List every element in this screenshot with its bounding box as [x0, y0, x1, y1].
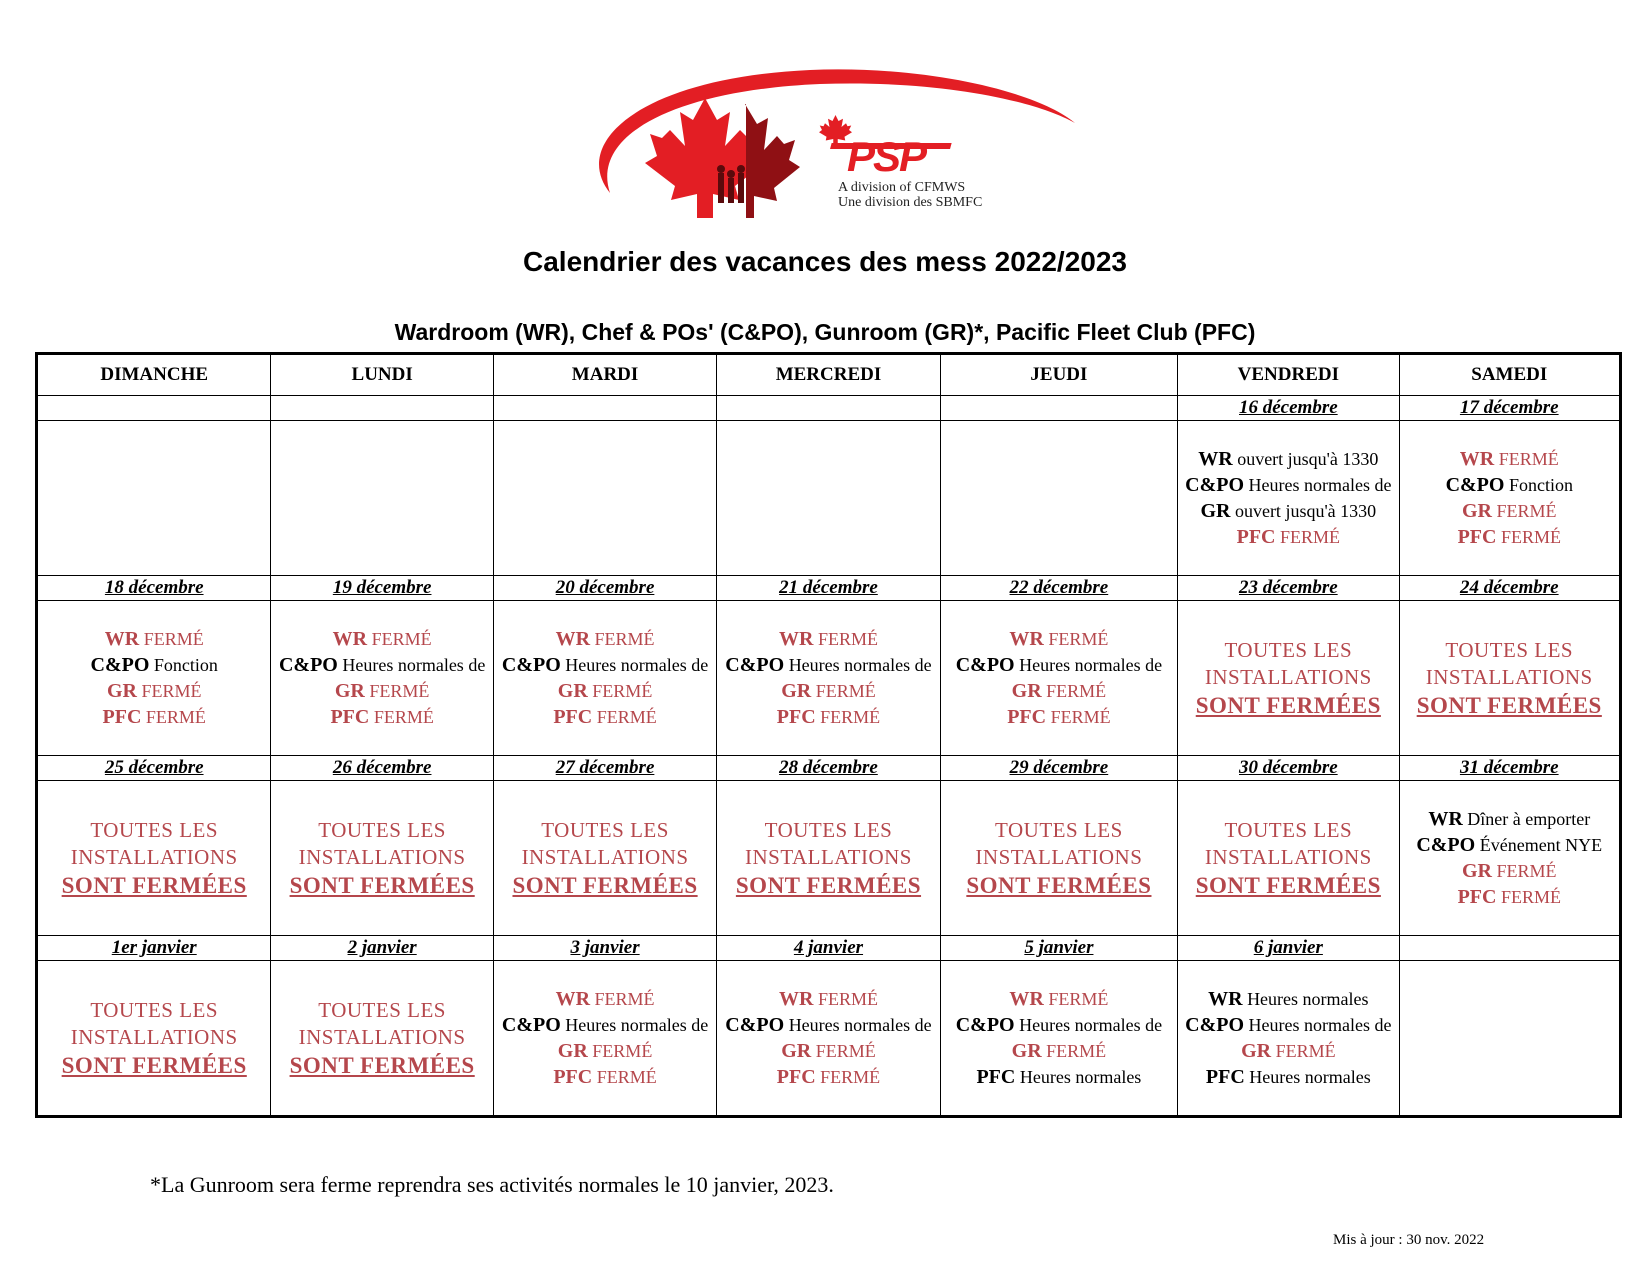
- date-cell: 19 décembre: [271, 576, 493, 601]
- mess-status-line: [1182, 498, 1394, 524]
- mess-status-line: [945, 1012, 1173, 1038]
- mess-status-line: [1182, 986, 1394, 1012]
- mess-status-line: [1404, 446, 1615, 472]
- mess-status-line: [498, 626, 712, 652]
- date-row: [37, 936, 1621, 961]
- mess-code: PFC: [1236, 526, 1276, 548]
- mess-code: PFC: [976, 1066, 1016, 1088]
- day-cell: [1399, 601, 1620, 756]
- mess-status: Heures normales de: [784, 655, 932, 675]
- mess-status: ouvert jusqu'à 1330: [1230, 501, 1377, 521]
- mess-code: PFC: [1457, 886, 1497, 908]
- day-cell: [271, 961, 493, 1117]
- mess-status-line: [1182, 472, 1394, 498]
- day-header-dimanche: DIMANCHE: [37, 354, 271, 396]
- week-row: [37, 961, 1621, 1117]
- mess-status-line: [721, 1038, 935, 1064]
- date-cell: 6 janvier: [1178, 936, 1399, 961]
- date-cell: [1399, 936, 1620, 961]
- mess-status: ouvert jusqu'à 1330: [1232, 449, 1379, 469]
- mess-status-line: [945, 1038, 1173, 1064]
- mess-status: Heures normales: [1242, 989, 1369, 1009]
- all-closed-text: TOUTES LES INSTALLATIONS: [70, 997, 238, 1049]
- day-header-vendredi: VENDREDI: [1178, 354, 1399, 396]
- logo-line-2: Une division des SBMFC: [838, 195, 983, 210]
- date-row: [37, 396, 1621, 421]
- date-cell: 16 décembre: [1178, 396, 1399, 421]
- mess-status: FERMÉ: [813, 629, 878, 649]
- day-header-jeudi: JEUDI: [940, 354, 1177, 396]
- date-cell: 26 décembre: [271, 756, 493, 781]
- mess-status: FERMÉ: [811, 681, 876, 701]
- day-header-mardi: MARDI: [493, 354, 716, 396]
- week-row: [37, 781, 1621, 936]
- date-cell: 20 décembre: [493, 576, 716, 601]
- mess-status: Heures normales de: [784, 1015, 932, 1035]
- day-cell: [717, 961, 940, 1117]
- mess-code: GR: [781, 1040, 812, 1062]
- mess-code: C&PO: [955, 654, 1015, 676]
- svg-text:PSP: PSP: [847, 133, 926, 180]
- mess-code: WR: [555, 988, 591, 1010]
- date-cell: [493, 396, 716, 421]
- mess-status: FERMÉ: [369, 707, 434, 727]
- mess-status: FERMÉ: [1496, 527, 1561, 547]
- all-closed-text: TOUTES LES INSTALLATIONS: [975, 817, 1143, 869]
- mess-status-line: [498, 678, 712, 704]
- date-cell: 24 décembre: [1399, 576, 1620, 601]
- mess-status-line: [721, 652, 935, 678]
- date-cell: 2 janvier: [271, 936, 493, 961]
- date-cell: 4 janvier: [717, 936, 940, 961]
- updated-date: Mis à jour : 30 nov. 2022: [1333, 1232, 1485, 1248]
- all-closed-text: TOUTES LES INSTALLATIONS: [298, 997, 466, 1049]
- day-cell: [1178, 961, 1399, 1117]
- mess-code: GR: [1241, 1040, 1272, 1062]
- mess-status: FERMÉ: [1041, 1041, 1107, 1061]
- mess-code: GR: [557, 680, 588, 702]
- day-cell: [1399, 781, 1620, 936]
- all-closed-emphasis: SONT FERMÉES: [1195, 692, 1381, 718]
- mess-status: FERMÉ: [141, 707, 206, 727]
- mess-status: Dîner à emporter: [1462, 809, 1591, 829]
- day-cell: [271, 781, 493, 936]
- mess-status-line: [498, 986, 712, 1012]
- cfmws-psp-logo: [570, 68, 1090, 218]
- mess-code: C&PO: [1185, 1014, 1245, 1036]
- mess-code: WR: [778, 988, 814, 1010]
- mess-code: WR: [332, 628, 368, 650]
- mess-status: Heures normales de: [1244, 1015, 1392, 1035]
- mess-code: GR: [557, 1040, 588, 1062]
- mess-status: FERMÉ: [139, 629, 204, 649]
- mess-code: PFC: [553, 1066, 593, 1088]
- mess-status-line: [1404, 524, 1615, 550]
- day-cell: [717, 781, 940, 936]
- date-cell: 31 décembre: [1399, 756, 1620, 781]
- page-subtitle: Wardroom (WR), Chef & POs' (C&PO), Gunroom (GR)*, Pacific Fleet Club (PFC): [394, 319, 1256, 345]
- all-closed-emphasis: SONT FERMÉES: [1416, 692, 1602, 718]
- all-closed-text: TOUTES LES INSTALLATIONS: [1425, 637, 1593, 689]
- mess-code: WR: [778, 628, 814, 650]
- mess-code: GR: [1200, 500, 1231, 522]
- mess-status-line: [275, 626, 488, 652]
- mess-status: FERMÉ: [587, 1041, 653, 1061]
- mess-status-line: [721, 678, 935, 704]
- mess-status: FERMÉ: [1275, 527, 1341, 547]
- mess-status-line: [721, 704, 935, 730]
- logo-text: [838, 180, 982, 210]
- day-cell: [493, 781, 716, 936]
- mess-status: FERMÉ: [587, 681, 653, 701]
- date-cell: 30 décembre: [1178, 756, 1399, 781]
- mess-status-line: [498, 1064, 712, 1090]
- day-cell: [940, 421, 1177, 576]
- mess-status: Heures normales de: [560, 655, 709, 675]
- date-cell: [717, 396, 940, 421]
- mess-status: Heures normales: [1015, 1067, 1142, 1087]
- mess-code: GR: [1462, 500, 1492, 522]
- mess-status-line: [945, 652, 1173, 678]
- mess-status: Fonction: [1504, 475, 1573, 495]
- mess-status: Heures normales de: [337, 655, 486, 675]
- mess-status: FERMÉ: [1271, 1041, 1336, 1061]
- date-cell: 25 décembre: [37, 756, 271, 781]
- day-cell: [940, 961, 1177, 1117]
- date-cell: 21 décembre: [717, 576, 940, 601]
- mess-status: Heures normales: [1244, 1067, 1371, 1087]
- all-closed-text: TOUTES LES INSTALLATIONS: [70, 817, 238, 869]
- mess-code: PFC: [553, 706, 593, 728]
- mess-status-line: [42, 678, 266, 704]
- mess-status: FERMÉ: [811, 1041, 876, 1061]
- date-cell: 27 décembre: [493, 756, 716, 781]
- day-cell: [493, 601, 716, 756]
- mess-status: FERMÉ: [1492, 501, 1557, 521]
- mess-status: FERMÉ: [813, 989, 878, 1009]
- mess-status-line: [275, 652, 488, 678]
- mess-status: FERMÉ: [815, 707, 881, 727]
- mess-code: C&PO: [501, 654, 561, 676]
- date-cell: 28 décembre: [717, 756, 940, 781]
- all-closed-emphasis: SONT FERMÉES: [966, 872, 1152, 898]
- date-cell: 17 décembre: [1399, 396, 1620, 421]
- all-closed-emphasis: SONT FERMÉES: [61, 1052, 247, 1078]
- all-closed-emphasis: SONT FERMÉES: [61, 872, 247, 898]
- mess-status-line: [1182, 1038, 1394, 1064]
- day-cell: [37, 601, 271, 756]
- mess-status: FERMÉ: [1041, 681, 1107, 701]
- mess-code: WR: [104, 628, 140, 650]
- calendar-body: [37, 396, 1621, 1117]
- mess-code: C&PO: [90, 654, 150, 676]
- day-header-samedi: SAMEDI: [1399, 354, 1620, 396]
- mess-status-line: [945, 986, 1173, 1012]
- week-row: [37, 601, 1621, 756]
- mess-code: WR: [1198, 448, 1233, 470]
- mess-code: PFC: [1457, 526, 1497, 548]
- mess-status: Heures normales de: [1014, 1015, 1163, 1035]
- day-header-row: [37, 354, 1621, 396]
- all-closed-emphasis: SONT FERMÉES: [1195, 872, 1381, 898]
- mess-status: FERMÉ: [590, 989, 655, 1009]
- mess-status: FERMÉ: [590, 629, 655, 649]
- footnote: *La Gunroom sera ferme reprendra ses activités normales le 10 janvier, 2023.: [150, 1172, 834, 1197]
- date-row: [37, 756, 1621, 781]
- date-cell: 23 décembre: [1178, 576, 1399, 601]
- all-closed-emphasis: SONT FERMÉES: [289, 872, 475, 898]
- date-cell: [940, 396, 1177, 421]
- mess-status-line: [1182, 1012, 1394, 1038]
- day-cell: [717, 421, 940, 576]
- mess-status-line: [1404, 832, 1615, 858]
- mess-code: WR: [555, 628, 591, 650]
- mess-code: C&PO: [725, 654, 785, 676]
- day-cell: [271, 601, 493, 756]
- mess-status-line: [945, 1064, 1173, 1090]
- mess-code: C&PO: [1416, 834, 1476, 856]
- mess-code: WR: [1208, 988, 1243, 1010]
- day-cell: [940, 781, 1177, 936]
- mess-status-line: [1404, 472, 1615, 498]
- mess-status-line: [498, 704, 712, 730]
- mess-status-line: [1404, 884, 1615, 910]
- mess-code: WR: [1009, 628, 1044, 650]
- all-closed-text: TOUTES LES INSTALLATIONS: [521, 817, 689, 869]
- date-cell: 5 janvier: [940, 936, 1177, 961]
- mess-status-line: [42, 704, 266, 730]
- mess-status-line: [42, 626, 266, 652]
- all-closed-emphasis: SONT FERMÉES: [289, 1052, 475, 1078]
- mess-status-line: [1182, 524, 1394, 550]
- mess-status-line: [1182, 1064, 1394, 1090]
- mess-status: Fonction: [149, 655, 218, 675]
- mess-status-line: [1404, 806, 1615, 832]
- date-cell: 3 janvier: [493, 936, 716, 961]
- mess-code: C&PO: [1445, 474, 1505, 496]
- mess-code: C&PO: [725, 1014, 785, 1036]
- mess-code: GR: [781, 680, 812, 702]
- mess-status-line: [275, 704, 488, 730]
- mess-status-line: [1404, 498, 1615, 524]
- day-cell: [717, 601, 940, 756]
- mess-status-line: [945, 704, 1173, 730]
- all-closed-text: TOUTES LES INSTALLATIONS: [1204, 637, 1372, 689]
- mess-status: FERMÉ: [364, 681, 430, 701]
- mess-code: PFC: [776, 1066, 816, 1088]
- mess-code: WR: [1459, 448, 1495, 470]
- mess-code: PFC: [330, 706, 370, 728]
- mess-code: PFC: [776, 706, 816, 728]
- mess-status-line: [945, 678, 1173, 704]
- mess-status-line: [498, 1038, 712, 1064]
- day-header-mercredi: MERCREDI: [717, 354, 940, 396]
- mess-code: C&PO: [278, 654, 338, 676]
- all-closed-text: TOUTES LES INSTALLATIONS: [298, 817, 466, 869]
- day-cell: [271, 421, 493, 576]
- mess-code: WR: [1428, 808, 1463, 830]
- date-cell: 29 décembre: [940, 756, 1177, 781]
- mess-status-line: [42, 652, 266, 678]
- mess-code: WR: [1009, 988, 1044, 1010]
- week-row: [37, 421, 1621, 576]
- day-cell: [1178, 601, 1399, 756]
- mess-status: FERMÉ: [367, 629, 432, 649]
- mess-code: GR: [1011, 1040, 1042, 1062]
- day-cell: [493, 961, 716, 1117]
- date-cell: 22 décembre: [940, 576, 1177, 601]
- mess-status: FERMÉ: [1043, 989, 1109, 1009]
- mess-code: PFC: [1205, 1066, 1245, 1088]
- mess-status-line: [498, 1012, 712, 1038]
- all-closed-emphasis: SONT FERMÉES: [512, 872, 698, 898]
- mess-code: GR: [1011, 680, 1042, 702]
- mess-status: FERMÉ: [592, 1067, 657, 1087]
- mess-status: FERMÉ: [1494, 449, 1559, 469]
- mess-status-line: [275, 678, 488, 704]
- day-header-lundi: LUNDI: [271, 354, 493, 396]
- mess-code: GR: [334, 680, 365, 702]
- day-cell: [940, 601, 1177, 756]
- date-cell: 1er janvier: [37, 936, 271, 961]
- mess-code: GR: [106, 680, 137, 702]
- page-title: Calendrier des vacances des mess 2022/2023: [523, 246, 1127, 277]
- mess-status-line: [721, 626, 935, 652]
- mess-status: FERMÉ: [1043, 629, 1109, 649]
- mess-status: FERMÉ: [1496, 887, 1561, 907]
- date-cell: [37, 396, 271, 421]
- mess-status: Heures normales de: [1244, 475, 1392, 495]
- mess-status: Heures normales de: [1014, 655, 1163, 675]
- day-cell: [493, 421, 716, 576]
- mess-status-line: [721, 986, 935, 1012]
- day-cell: [37, 421, 271, 576]
- day-cell: [1399, 961, 1620, 1117]
- mess-code: GR: [1462, 860, 1492, 882]
- mess-code: C&PO: [1185, 474, 1245, 496]
- date-row: [37, 576, 1621, 601]
- all-closed-emphasis: SONT FERMÉES: [735, 872, 922, 898]
- logo-line-1: A division of CFMWS: [838, 180, 966, 195]
- mess-status: FERMÉ: [136, 681, 202, 701]
- mess-code: PFC: [102, 706, 142, 728]
- mess-status: FERMÉ: [1492, 861, 1557, 881]
- mess-status: FERMÉ: [815, 1067, 881, 1087]
- mess-status-line: [1404, 858, 1615, 884]
- mess-status: FERMÉ: [1046, 707, 1111, 727]
- day-cell: [1178, 421, 1399, 576]
- date-cell: [271, 396, 493, 421]
- day-cell: [37, 781, 271, 936]
- day-cell: [37, 961, 271, 1117]
- mess-status-line: [721, 1012, 935, 1038]
- all-closed-text: TOUTES LES INSTALLATIONS: [744, 817, 912, 869]
- day-cell: [1178, 781, 1399, 936]
- mess-status-line: [945, 626, 1173, 652]
- mess-code: PFC: [1007, 706, 1047, 728]
- mess-status: Heures normales de: [560, 1015, 709, 1035]
- holiday-calendar-table: [35, 352, 1622, 1118]
- mess-status-line: [721, 1064, 935, 1090]
- mess-code: C&PO: [501, 1014, 561, 1036]
- mess-status: Événement NYE: [1475, 835, 1603, 855]
- mess-status: FERMÉ: [592, 707, 657, 727]
- mess-status-line: [498, 652, 712, 678]
- mess-code: C&PO: [955, 1014, 1015, 1036]
- all-closed-text: TOUTES LES INSTALLATIONS: [1204, 817, 1372, 869]
- mess-status-line: [1182, 446, 1394, 472]
- day-cell: [1399, 421, 1620, 576]
- date-cell: 18 décembre: [37, 576, 271, 601]
